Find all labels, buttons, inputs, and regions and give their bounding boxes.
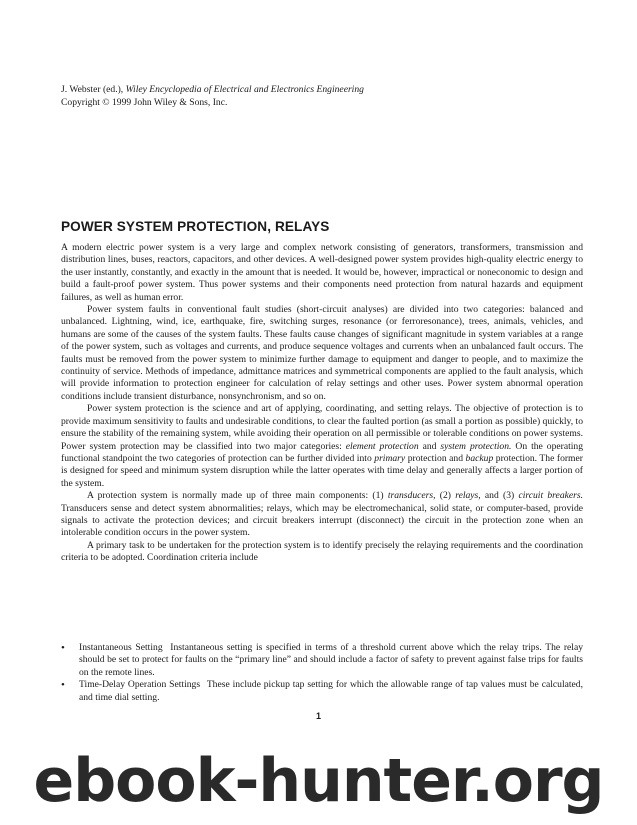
emph-element-protection: element protection bbox=[345, 440, 419, 452]
paragraph-4-text: and (3) bbox=[480, 490, 519, 502]
list-item bbox=[61, 642, 583, 679]
paragraph-5: A primary task to be undertaken for the protection system is to identify precisely the relaying requirements and the coordination criteria to be adopted. Coordination criteria include bbox=[61, 539, 583, 564]
article-body bbox=[61, 242, 583, 565]
page-number: 1 bbox=[315, 711, 321, 721]
emph-relays: relays, bbox=[455, 490, 481, 502]
article-title: POWER SYSTEM PROTECTION, RELAYS bbox=[61, 219, 330, 234]
coordination-criteria-list bbox=[61, 642, 583, 704]
paragraph-4-text: (2) bbox=[435, 490, 456, 502]
list-item bbox=[61, 679, 583, 704]
emph-system-protection: system protection. bbox=[440, 440, 512, 452]
paragraph-3-text: and bbox=[418, 440, 441, 452]
paragraph-1: A modern electric power system is a very large and complex network consisting of generators, transformers, transmission and distribution lines, buses, reactors, capacitors, and other devices. A well-designed power system provides high-quality electric energy to the user instantly, constantly, and exactly in the amount that is needed. It would be, however, impractical or noneconomic to design and build a fault-proof power system. Thus power systems and their components need protection from natural hazards and equipment failures, as well as human error. bbox=[61, 242, 583, 303]
citation-work-title: Wiley Encyclopedia of Electrical and Electronics Engineering bbox=[125, 84, 364, 95]
citation-header bbox=[61, 84, 581, 109]
emph-backup: backup bbox=[465, 452, 494, 464]
paragraph-3-text: Power system protection is the science and art of applying, coordinating, and setting relays. The objective of protection is to provide maximum sensitivity to faults and undesirable conditions, to clear the faulted portion (as small a portion as possible) quickly, to ensure the stability of the remaining system, while avoiding their operation on all permissible or tolerable conditions on power systems. Power system protection may be classified into two major categories: bbox=[61, 403, 583, 452]
watermark-text: ebook-hunter.org bbox=[33, 746, 604, 816]
citation-line bbox=[61, 84, 581, 97]
paragraph-3-text: protection. The former is designed for speed and minimum system disruption while the latter operates with time delay and generally affects a larger portion of the system. bbox=[61, 452, 583, 489]
paragraph-3-text: protection and bbox=[405, 452, 466, 464]
paragraph-4-text: A protection system is normally made up of three main components: (1) bbox=[87, 490, 388, 502]
list-item-term: Time-Delay Operation Settings bbox=[79, 679, 201, 691]
paragraph-4-text: Transducers sense and detect system abnormalities; relays, which may be electromechanical, solid state, or computer-based, provide signals to activate the protection devices; and circuit breakers interrupt (disconnect) the circuit in the protection zone when an intolerable condition occurs in the power system. bbox=[61, 502, 583, 539]
copyright-line: Copyright © 1999 John Wiley & Sons, Inc. bbox=[61, 96, 228, 108]
bullet-icon: • bbox=[61, 679, 65, 692]
emph-transducers: transducers, bbox=[387, 490, 436, 502]
paragraph-3-text: On the operating functional standpoint the two categories of protection can be further divided into bbox=[61, 440, 584, 464]
citation-editor: J. Webster (ed.), bbox=[61, 84, 126, 95]
paragraph-3 bbox=[61, 403, 583, 490]
paragraph-4 bbox=[61, 490, 583, 540]
list-item-text: These include pickup tap setting for which the allowable range of tap values must be calculated, and time dial setting. bbox=[79, 679, 583, 703]
list-item-term: Instantaneous Setting bbox=[79, 642, 163, 653]
emph-circuit-breakers: circuit breakers. bbox=[518, 490, 583, 502]
bullet-icon: • bbox=[61, 642, 65, 654]
list-item-text: Instantaneous setting is specified in terms of a threshold current above which the relay trips. The relay should be set to protect for faults on the “primary line” and should include a factor of safety to prevent against false trips for faults on the remote lines. bbox=[79, 642, 583, 678]
emph-primary: primary bbox=[374, 452, 406, 464]
paragraph-2: Power system faults in conventional fault studies (short-circuit analyses) are divided into two categories: balanced and unbalanced. Lightning, wind, ice, earthquake, fire, switching surges, resonance (or ferroresonance), trees, animals, vehicles, and humans are some of the causes of the system faults. These faults cause changes of significant magnitude in system variables at a range of the power system, such as voltages and currents, and produce sequence voltages and currents when an unbalanced fault occurs. The faults must be removed from the power system to minimize further damage to equipment and danger to people, and to maximize the continuity of service. Methods of impedance, admittance matrices and symmetrical components are applied to the fault analysis, which will provide information to protection engineer for calculation of relay settings and other uses. Power system abnormal operation conditions include transient disturbance, nonsynchronism, and so on. bbox=[61, 304, 583, 402]
